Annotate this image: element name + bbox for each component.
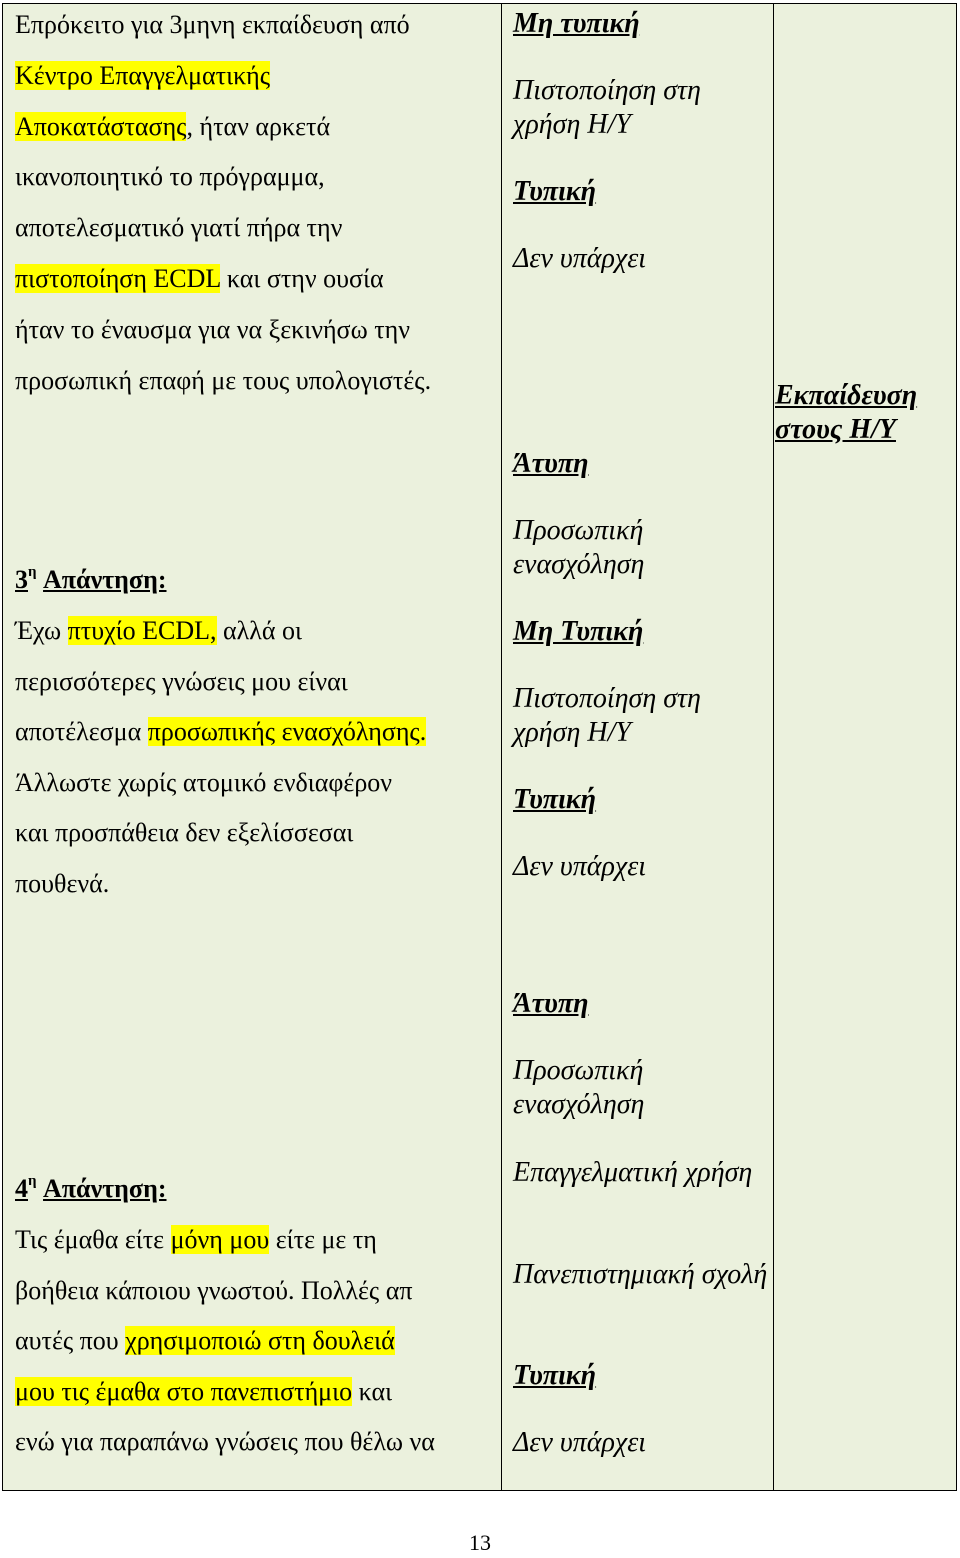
text-segment: ήταν το έναυσμα για να ξεκινήσω την — [15, 314, 410, 344]
highlighted-text: μόνη μου — [170, 1225, 270, 1254]
analysis-table — [2, 3, 957, 1491]
answer-3-ordinal: η — [28, 564, 37, 580]
text-segment: Άλλωστε χωρίς ατομικό ενδιαφέρον — [15, 767, 393, 797]
column-divider-1 — [501, 4, 502, 1490]
answer-line — [15, 717, 426, 747]
text-segment: αυτές που — [15, 1326, 126, 1356]
answer-line — [15, 1326, 395, 1356]
page-number: 13 — [469, 1530, 491, 1555]
code-informal: Μη τυπική — [513, 8, 640, 39]
text-segment: βοήθεια κάποιου γνωστού. Πολλές απ — [15, 1275, 413, 1305]
answer-line — [15, 213, 342, 243]
highlighted-text: μου τις έμαθα στο πανεπιστήμιο — [15, 1376, 353, 1406]
answer-line — [15, 869, 109, 899]
text-segment: αποτελεσματικό γιατί πήρα την — [15, 213, 343, 243]
text-segment: Τις έμαθα είτε — [15, 1225, 171, 1254]
text-segment: πουθενά. — [15, 869, 110, 898]
answer-line — [15, 1276, 412, 1306]
highlighted-text: χρησιμοποιώ στη δουλειά — [125, 1326, 395, 1356]
answer-line — [15, 1377, 392, 1407]
text-segment: ενώ για παραπάνω γνώσεις που θέλω να — [15, 1427, 435, 1457]
text-segment: και στην ουσία — [220, 264, 384, 293]
answer-line — [15, 667, 348, 697]
text-segment: περισσότερες γνώσεις μου είναι — [15, 666, 348, 696]
highlighted-text: προσωπικής ενασχόλησης. — [147, 717, 427, 747]
text-segment: και — [352, 1376, 393, 1406]
code-certification-2: Πιστοποίηση στη χρήση Η/Υ — [513, 683, 701, 748]
code-none: Δεν υπάρχει — [513, 243, 647, 274]
theme-label: Εκπαίδευση στους Η/Υ — [775, 380, 918, 445]
answer-3-heading — [15, 565, 167, 595]
answer-line — [15, 112, 330, 142]
highlighted-text: πιστοποίηση ECDL — [15, 264, 221, 293]
code-formal-2: Τυπική — [513, 784, 597, 815]
text-segment: είτε με τη — [269, 1225, 377, 1254]
answer-4-number: 4 — [15, 1174, 28, 1203]
code-personal-engagement-2: Προσωπική ενασχόληση — [513, 1055, 645, 1120]
highlighted-text: πτυχίο ECDL, — [67, 616, 217, 645]
code-professional-use: Επαγγελματική χρήση — [513, 1157, 753, 1188]
code-none-2: Δεν υπάρχει — [513, 851, 647, 882]
code-none-3: Δεν υπάρχει — [513, 1427, 647, 1458]
answers-column — [15, 4, 500, 1490]
codes-column — [513, 4, 773, 1490]
highlighted-text: Αποκατάστασης — [15, 111, 187, 141]
code-nonformal-2: Άτυπη — [513, 988, 589, 1019]
answer-line — [15, 818, 353, 848]
text-segment: προσωπική επαφή με τους υπολογιστές. — [15, 365, 432, 395]
answer-line — [15, 61, 270, 91]
text-segment: αποτέλεσμα — [15, 717, 148, 747]
column-divider-2 — [773, 4, 774, 1490]
answer-4-ordinal: η — [28, 1173, 37, 1189]
answer-4-heading — [15, 1174, 167, 1204]
code-nonformal: Άτυπη — [513, 448, 589, 479]
answer-4-label: Απάντηση: — [43, 1174, 167, 1203]
theme-column — [775, 4, 957, 1490]
code-certification: Πιστοποίηση στη χρήση Η/Υ — [513, 75, 701, 140]
answer-line — [15, 315, 410, 345]
code-formal-3: Τυπική — [513, 1360, 597, 1391]
answer-line — [15, 1427, 435, 1457]
answer-line — [15, 768, 392, 798]
code-formal: Τυπική — [513, 176, 597, 207]
text-segment: ικανοποιητικό το πρόγραμμα, — [15, 162, 325, 192]
answer-line — [15, 616, 302, 646]
text-segment: Έχω — [15, 616, 68, 645]
answer-line — [15, 264, 384, 294]
answer-line — [15, 162, 325, 192]
highlighted-text: Κέντρο Επαγγελματικής — [15, 60, 271, 90]
text-segment: αλλά οι — [216, 616, 302, 645]
answer-line — [15, 1225, 377, 1255]
code-university: Πανεπιστημιακή σχολή — [513, 1259, 768, 1290]
text-segment: Επρόκειτο για 3μηνη εκπαίδευση από — [15, 10, 410, 39]
text-segment: , ήταν αρκετά — [186, 111, 331, 141]
answer-3-label: Απάντηση: — [43, 565, 167, 594]
code-personal-engagement: Προσωπική ενασχόληση — [513, 515, 645, 580]
answer-3-number: 3 — [15, 565, 28, 594]
code-informal-2: Μη Τυπική — [513, 616, 644, 647]
text-segment: και προσπάθεια δεν εξελίσσεσαι — [15, 818, 354, 848]
answer-line — [15, 366, 431, 396]
answer-line — [15, 10, 410, 40]
